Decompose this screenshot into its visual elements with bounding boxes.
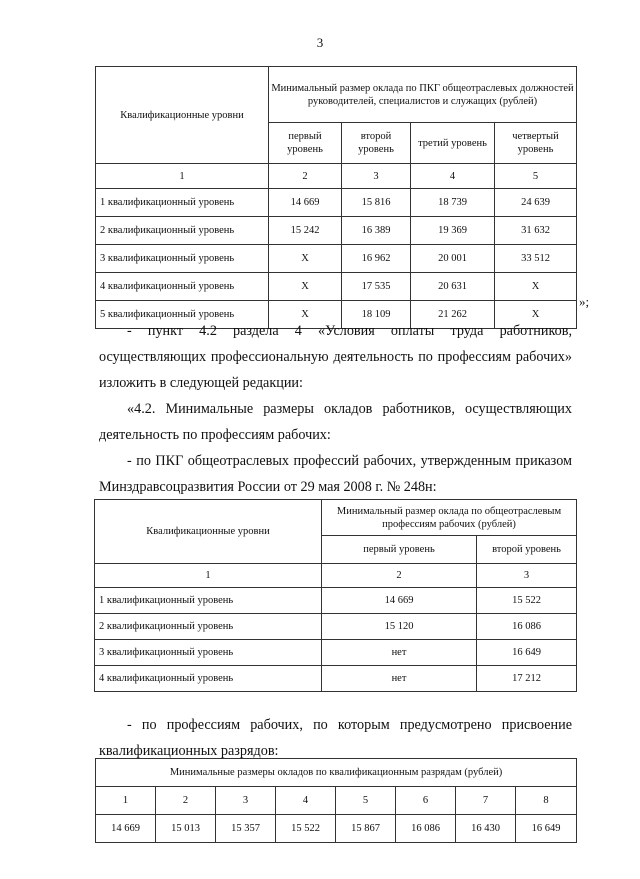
closing-quote-semicolon: »;	[579, 294, 590, 309]
grade-number: 2	[156, 787, 216, 815]
row-label: 4 квалификационный уровень	[95, 666, 322, 692]
cell-value: 17 212	[477, 666, 577, 692]
table1-col-number: 1	[96, 164, 269, 189]
paragraph-amend-4-2: - пункт 4.2 раздела 4 «Условия оплаты труда работников, осуществляющих профессиональную деятельность по профессиям рабочих» изложить в следующей редакции:	[99, 323, 572, 391]
table-row	[95, 588, 577, 614]
cell-value: 18 109	[342, 301, 411, 329]
cell-value: 31 632	[495, 217, 577, 245]
row-label: 3 квалификационный уровень	[95, 640, 322, 666]
cell-value: X	[269, 245, 342, 273]
cell-value: 15 120	[322, 614, 477, 640]
table2-header-label: Квалификационные уровни	[95, 500, 322, 564]
grade-value: 15 357	[216, 815, 276, 843]
paragraph-4-2-title: «4.2. Минимальные размеры окладов работников, осуществляющих деятельность по профессиям рабочих:	[99, 401, 572, 443]
grade-number: 4	[276, 787, 336, 815]
cell-value: X	[269, 273, 342, 301]
row-label: 5 квалификационный уровень	[96, 301, 269, 329]
table-row	[96, 245, 577, 273]
grade-value: 16 649	[516, 815, 577, 843]
grade-number: 1	[96, 787, 156, 815]
cell-value: X	[495, 273, 577, 301]
cell-value: 14 669	[322, 588, 477, 614]
cell-value: 24 639	[495, 189, 577, 217]
row-label: 1 квалификационный уровень	[96, 189, 269, 217]
row-label: 2 квалификационный уровень	[96, 217, 269, 245]
cell-value: 33 512	[495, 245, 577, 273]
row-label: 4 квалификационный уровень	[96, 273, 269, 301]
grade-value: 15 013	[156, 815, 216, 843]
table1-level-header: второй уровень	[342, 123, 411, 164]
cell-value: 16 389	[342, 217, 411, 245]
grade-number: 7	[456, 787, 516, 815]
row-label: 2 квалификационный уровень	[95, 614, 322, 640]
table-row	[96, 815, 577, 843]
table1-header-title: Минимальный размер оклада по ПКГ общеотраслевых должностей руководителей, специалистов и служащих (рублей)	[269, 67, 577, 123]
cell-value: 16 086	[477, 614, 577, 640]
table-qualification-grades	[95, 758, 577, 843]
cell-value: 21 262	[411, 301, 495, 329]
table1-col-number: 4	[411, 164, 495, 189]
cell-value: X	[269, 301, 342, 329]
table-row	[96, 787, 577, 815]
grade-number: 6	[396, 787, 456, 815]
table-row	[96, 217, 577, 245]
table-row	[95, 614, 577, 640]
table2-header-title: Минимальный размер оклада по общеотраслевым профессиям рабочих (рублей)	[322, 500, 577, 536]
paragraph-pkg-workers: - по ПКГ общеотраслевых профессий рабочих, утвержденным приказом Минздравсоцразвития России от 29 мая 2008 г. № 248н:	[99, 453, 572, 495]
grade-value: 15 867	[336, 815, 396, 843]
table1-col-number: 2	[269, 164, 342, 189]
cell-value: нет	[322, 640, 477, 666]
page-number: 3	[316, 35, 324, 50]
cell-value: 15 242	[269, 217, 342, 245]
grade-number: 3	[216, 787, 276, 815]
table1-col-number: 3	[342, 164, 411, 189]
table-row	[95, 666, 577, 692]
table2-level-header: первый уровень	[322, 536, 477, 564]
cell-value: 17 535	[342, 273, 411, 301]
table1-level-header: первый уровень	[269, 123, 342, 164]
table-worker-professions	[94, 499, 577, 692]
table2-col-number: 1	[95, 564, 322, 588]
table2-level-header: второй уровень	[477, 536, 577, 564]
table2-col-number: 3	[477, 564, 577, 588]
paragraph-qualification-grades: - по профессиям рабочих, по которым предусмотрено присвоение квалификационных разрядов:	[99, 717, 572, 759]
cell-value: 16 649	[477, 640, 577, 666]
cell-value: 14 669	[269, 189, 342, 217]
cell-value: X	[495, 301, 577, 329]
cell-value: нет	[322, 666, 477, 692]
table-row	[96, 273, 577, 301]
cell-value: 20 631	[411, 273, 495, 301]
cell-value: 18 739	[411, 189, 495, 217]
cell-value: 20 001	[411, 245, 495, 273]
table1-level-header: третий уровень	[411, 123, 495, 164]
table1-col-number: 5	[495, 164, 577, 189]
table1-header-label: Квалификационные уровни	[96, 67, 269, 164]
cell-value: 16 962	[342, 245, 411, 273]
grade-value: 15 522	[276, 815, 336, 843]
grade-number: 8	[516, 787, 577, 815]
cell-value: 19 369	[411, 217, 495, 245]
cell-value: 15 816	[342, 189, 411, 217]
table2-col-number: 2	[322, 564, 477, 588]
table3-header-title: Минимальные размеры окладов по квалификационным разрядам (рублей)	[96, 759, 577, 787]
grade-value: 16 430	[456, 815, 516, 843]
table-general-positions	[95, 66, 577, 329]
table-row	[95, 640, 577, 666]
table1-level-header: четвертый уровень	[495, 123, 577, 164]
cell-value: 15 522	[477, 588, 577, 614]
row-label: 3 квалификационный уровень	[96, 245, 269, 273]
grade-value: 14 669	[96, 815, 156, 843]
grade-value: 16 086	[396, 815, 456, 843]
grade-number: 5	[336, 787, 396, 815]
table-row	[96, 189, 577, 217]
row-label: 1 квалификационный уровень	[95, 588, 322, 614]
